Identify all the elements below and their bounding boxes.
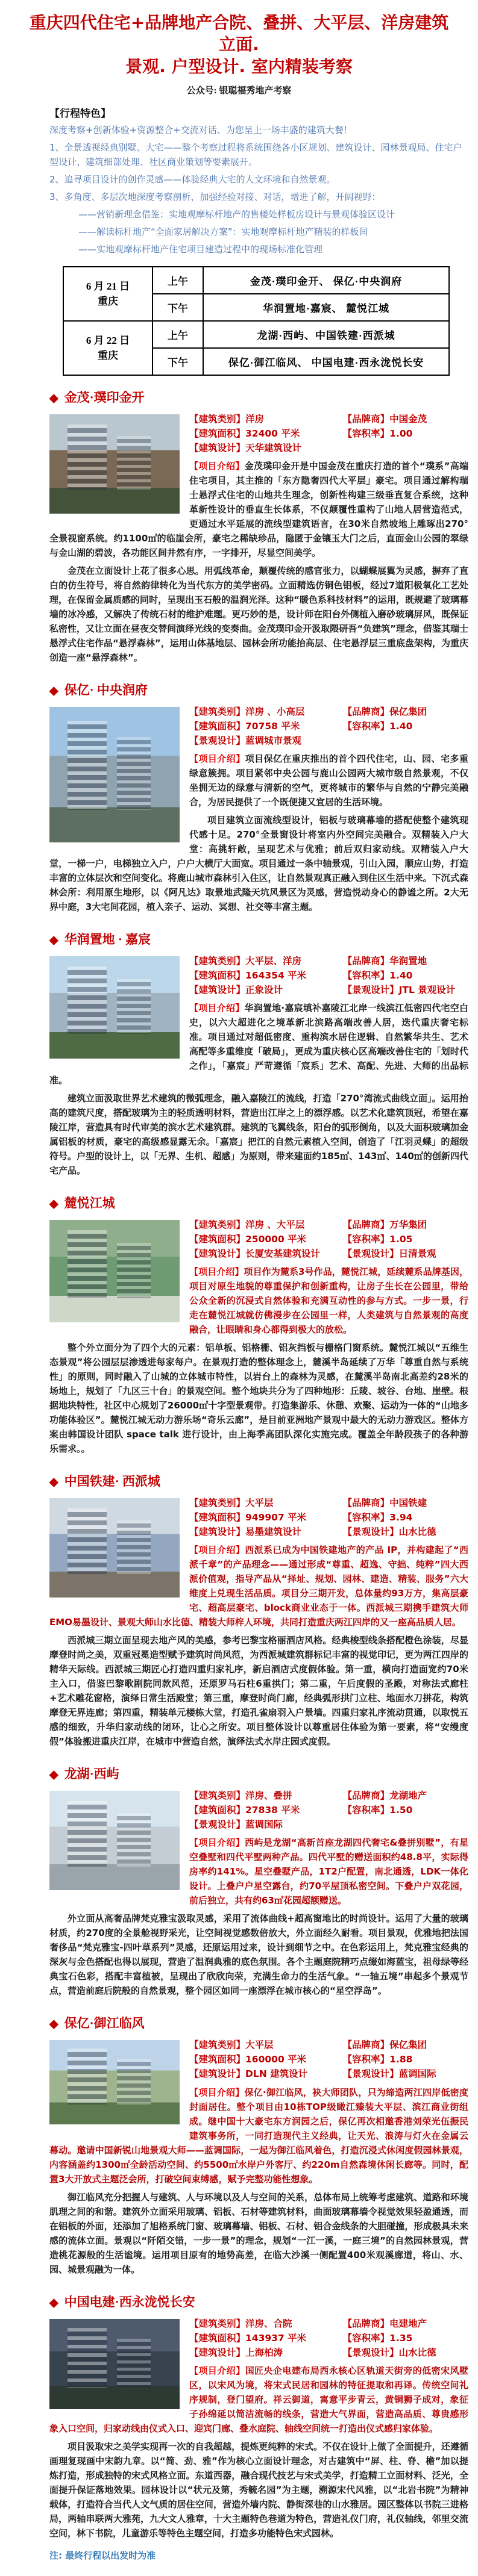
schedule-slot: 上午	[153, 321, 203, 348]
spec-label: 【品牌商】	[342, 2039, 390, 2051]
schedule-date-cell	[63, 321, 153, 375]
spec-value: 正象设计	[245, 985, 283, 996]
spec-row	[189, 1510, 468, 1525]
spec-row	[189, 954, 468, 968]
paragraph-text: 项目建筑立面流线型设计，铝板与玻璃幕墙的搭配使整个建筑现代感十足。270°全景窗设计将室内外空间完美融合。双精装入户大堂：高挑轩敞，呈现艺术与优雅；前后双归家动线。双精装入户大堂，一梯一户，电梯独立入户，户户大横厅大面宽。项目通过一条中轴景观，引山入园，顺应山势，打造丰富的立体层次和空间变化。将鹿山城市森林引入住区，让自然景观真正融入到住区生活中来。下沉式森林会所：利用原生地形，以《阿凡达》取景地武隆天坑风景区为灵感，营造悦动身心的静谧之所。2大无界中庭，3大宅间花园，植入亲子、运动、冥想、社交等丰富主题。	[49, 815, 468, 913]
paragraph-text: 建筑立面汲取世界艺术建筑的微弧理念，融入嘉陵江的流线，打造「270°湾流式曲线立面」。运用抬高的建筑尺度，搭配玻璃为主的轻质透明材料，营造出江岸之上的漂浮感。以艺术化建筑顶冠，希望在嘉陵江岸，营造具有时代审美的滨水艺术建筑群。建筑的飞翼线条，阳台的弧形倒角，以及大面积玻璃加金属铝板的材质，豪宅的高级感显露无余。「嘉宸」把江的自然元素植入空间，创造了「江羽灵蝶」的超级符号。户型的设计上，以「无界、生机、超感」为原则，带来建面约185㎡、143㎡、140㎡的创新四代宅产品。	[49, 1093, 468, 1177]
project-paragraph	[49, 2190, 468, 2277]
spec-value: 1.00	[389, 428, 413, 440]
diamond-icon: ◆	[49, 685, 58, 698]
project-body	[49, 2316, 468, 2544]
project-photo	[49, 414, 180, 514]
spec-row	[189, 2052, 468, 2067]
spec-value: 洋房	[245, 414, 265, 425]
paragraph-text: 西派城三期立面呈现去地产风的美感，参考巴黎宝格丽酒店风格。经典梭型线条搭配橙色涂装，尽显摩登时尚之美，双重冠冕造型赋予建筑时尚风范，为西派城建筑群标记丰富的视觉印记，更为两江四岸的精华天际线。西派城三期匠心打造四重归家礼序，新启酒店式度假体验。第一重，横向打造面宽约70米主入口，借鉴巴黎歌剧院同款风范，还原罗马石柱6重拱门；第二重，午后度假的圣殿，对称法式廊柱+艺术雕花窗格，演绎日常生活殿堂；第三重，摩登时尚门廊，经典弧形拱门立柱、地面水刀拼花，构筑摩登无界连廊；第四重，精装单元楼栋大堂，打造孔雀扇羽入户景墙。四重归家礼序流动贯通，以取悦五感的细致，升华归家动线的闭环，让心之所安。项目整体设计以尊重居住体验为第一要素，将“安缦度假”体验搬进重庆江岸，在城市中营造自然，演绎法式水岸庄园式度假。	[49, 1635, 468, 1747]
spec-label: 【建筑设计】	[189, 2068, 246, 2080]
spec-label: 【容积率】	[342, 428, 390, 440]
spec-item	[189, 733, 301, 748]
project-heading	[49, 1472, 468, 1490]
project-body	[49, 1218, 468, 1460]
project-photo	[49, 2040, 180, 2124]
spec-value: 250000 平米	[245, 1234, 307, 1245]
project-photo	[49, 707, 180, 842]
diamond-icon: ◆	[49, 2296, 58, 2309]
spec-value: 大平层	[245, 1498, 274, 1509]
spec-value: 27838 平米	[245, 1805, 300, 1816]
spec-item	[189, 412, 343, 426]
features-subitem: ——营销新理念借鉴：实地观摩标杆地产的售楼处样板房设计与景观体验区设计	[78, 209, 395, 220]
spec-row	[189, 2067, 468, 2081]
spec-value: 32400 平米	[245, 428, 300, 440]
spec-item	[343, 1788, 427, 1803]
spec-value: 1.50	[389, 1805, 413, 1816]
spec-label: 【品牌商】	[342, 956, 390, 967]
project-body	[49, 705, 468, 918]
spec-label: 【容积率】	[342, 721, 390, 732]
project-body	[49, 1496, 468, 1752]
spec-label: 【景观设计】	[342, 2068, 399, 2080]
spec-label: 【建筑类别】	[189, 956, 246, 967]
spec-row	[189, 2316, 468, 2331]
project-body	[49, 412, 468, 668]
schedule-destinations: 金茂·璞印金开、 保亿·中央润府	[203, 267, 449, 294]
paragraph-text: 金茂璞印金开是中国金茂在重庆打造的首个“璞系”高端住宅项目，其主推的「东方隐奢四代大平层」豪宅。项目通过解构瑞士悬浮式住宅的山地共生理念，创新性构建三级垂直复合系统，这种革新性设计的垂直生长体系，不仅颠覆性重构了山地人居营造范式，更通过水平延展的流线型建筑语言，在30米自然坡地上雕琢出270°全景视窗系统。约1100㎡的临崖会所，豪宅之稀缺珍品，隐匿于金镶玉大门之后，直面金山公园的翠绿与金山湖的碧波，各功能区间井然有序，一字排开，尽显空间美学。	[49, 461, 468, 559]
spec-value: 大平层、洋房	[245, 956, 302, 967]
spec-label: 【品牌商】	[342, 1790, 390, 1802]
spec-value: 蓝调国际	[245, 1819, 283, 1831]
features-item: 2、追寻项目设计的创作灵感——体验经典大宅的人文环境和自然景观。	[49, 174, 336, 185]
project-intro-label: 【项目介绍】	[189, 2086, 245, 2098]
diamond-icon: ◆	[49, 2018, 58, 2031]
project-title: 保亿·御江临风	[64, 2016, 145, 2031]
project-heading	[49, 1193, 468, 1212]
spec-label: 【建筑类别】	[189, 1790, 246, 1802]
spec-label: 【品牌商】	[342, 706, 390, 718]
page-title	[24, 12, 454, 78]
spec-label: 【建筑类别】	[189, 2039, 246, 2051]
spec-item	[189, 705, 343, 719]
project-paragraph	[49, 1633, 468, 1749]
spec-label: 【景观设计】	[189, 735, 246, 747]
spec-item	[189, 2067, 343, 2081]
project-intro-label: 【项目介绍】	[189, 1545, 245, 1556]
project-paragraph	[49, 564, 468, 665]
spec-item	[189, 1803, 343, 1817]
official-account-line: 公众号: 银聪福秀地产考察	[186, 86, 292, 96]
spec-label: 【建筑设计】	[189, 1526, 246, 1538]
paragraph-text: 国匠央企电建布局西永核心区轨道天街旁的低密宋风墅区，以宋风为境，将宋式民居和园林的特征提取和再译。传统空间礼序规制，登门望府。祥云御道，寓意平步青云，黄铜狮子成对，象征子孙绵延以简洁流畅的线条，营造大气界面，营造高品质、尊贵感形象入口空间，归家动线由仪式入口、迎宾门廊、叠水庭院、轴线空间统一打造出仪式感归家体验。	[49, 2365, 468, 2434]
spec-value: 万华集团	[389, 1219, 427, 1231]
project-intro-label: 【项目介绍】	[189, 461, 245, 472]
spec-item	[343, 2331, 413, 2345]
spec-item	[189, 954, 343, 968]
spec-item	[189, 426, 343, 441]
project-body	[49, 1788, 468, 2002]
schedule-city: 重庆	[98, 350, 118, 362]
paragraph-text: 外立面从高奢品牌梵克雅宝汲取灵感，采用了流体曲线+超高窗地比的时尚设计。运用了大量的玻璃材质，约270度的全景舱视野采光，让空间视觉感数倍放大，外立面经久耐看。项目景观，优雅地把法国奢侈品“梵克雅宝-四叶草系列”灵感，还原运用过来，设计到细节之中。在色彩运用上，梵克雅宝经典的深灰与金色搭配也得以展现，营造了温润典雅的底色氛围。各个主题庭院精巧点缀如海蓝宝，祖母绿等经典宝石色彩，搭配丰富植被，呈现出了欣欣向荣，充满生命力的生活气象。“一轴五境”串起多个景观节点，营造前庭后院般的自然景观，整个园区如同一座漂浮在城市核心的“星空浮岛”。	[49, 1913, 468, 1997]
project-heading	[49, 930, 468, 948]
features-subitem: ——实地观摩标杆地产住宅项目建造过程中的现场标准化管理	[78, 244, 323, 255]
spec-value: 日清景观	[398, 1248, 436, 1260]
spec-label: 【景观设计】	[189, 1819, 246, 1831]
schedule-table	[63, 266, 450, 376]
spec-value: 洋房 、小高层	[245, 706, 305, 718]
paragraph-text: 保亿·御江临风，袂大师团队，只为缔造两江四岸低密度封面居住。整个项目由10栋TOP级瞰江臻装大平层、滨江商业街组成。继中国十大豪宅东方润园之后，保亿再次相邀香港刘荣光伍振民建筑事务所，一同打造现代主义经典，让天光、浪涛与灯火在金属云幕动。邀请中国新锐山地景观大师——蓝调国际，一起为御江临风着色，打造沉浸式休闲度假园林景观，内容涵盖约1300㎡全龄活动空间、约5500㎡水岸户外客厅、约220m自然森境休闲长廊等。同时，配置3大开放式主题泛会所，打破空间束缚感，赋予完整功能性想象。	[49, 2086, 468, 2185]
spec-row	[189, 719, 468, 733]
spec-value: 蓝调城市景观	[245, 735, 302, 747]
project-title: 保亿· 中央润府	[64, 683, 148, 698]
project-intro-label: 【项目介绍】	[189, 1266, 244, 1278]
schedule-date: 6 月 21 日	[86, 280, 130, 292]
spec-item	[189, 1218, 343, 1232]
spec-label: 【建筑设计】	[189, 985, 246, 996]
spec-item	[189, 2345, 343, 2360]
spec-label: 【建筑面积】	[189, 970, 246, 982]
spec-row	[189, 1803, 468, 1817]
spec-label: 【容积率】	[342, 1234, 390, 1245]
spec-item	[343, 2067, 436, 2081]
spec-label: 【建筑设计】	[189, 443, 246, 454]
spec-value: 长厦安基建筑设计	[245, 1248, 321, 1260]
features-item: 1、全景透视经典别墅、大宅——整个考察过程将系统围绕各小区规划、建筑设计、园林景观局、住宅户型设计、建筑细部处理、社区商业策划等要素展开。	[49, 142, 462, 168]
spec-item	[343, 1496, 427, 1510]
spec-item	[343, 1246, 436, 1261]
spec-value: 蓝调国际	[398, 2068, 436, 2080]
spec-label: 【建筑面积】	[189, 428, 246, 440]
diamond-icon: ◆	[49, 1476, 58, 1489]
schedule-date: 6 月 22 日	[86, 334, 130, 346]
spec-item	[189, 1788, 343, 1803]
spec-value: 1.40	[389, 721, 413, 732]
spec-label: 【建筑设计】	[189, 1248, 246, 1260]
spec-value: 3.94	[389, 1512, 413, 1523]
spec-item	[189, 983, 343, 997]
project-photo	[49, 1498, 180, 1598]
spec-value: 电建地产	[389, 2318, 427, 2329]
spec-item	[343, 1232, 413, 1246]
spec-row	[189, 441, 468, 455]
project-photo	[49, 2319, 180, 2409]
project-title: 龙湖·西屿	[64, 1767, 119, 1782]
spec-value: 上海柏涛	[245, 2347, 283, 2358]
spec-row	[189, 426, 468, 441]
paragraph-text: 西派系已成为中国铁建地产的产品 IP，并构建起了“西派千章”的产品理念——通过形成“尊重、超逸、守拙、纯粹”四大西派价值观，指导产品从“择址、规划、园林、建造、精装、服务”六大维度上兑现生活品质。项目分三期开发，总体量约93万方，集高层豪宅、超高层豪宅、block商业业态于一体。西派城三期携手建筑大师EMO易墨设计、景观大师山水比德、精装大师梓人环境，共同打造重庆两江四岸的又一座高品质人居。	[49, 1545, 468, 1628]
spec-item	[189, 719, 343, 733]
spec-item	[343, 1803, 413, 1817]
project-section	[49, 1193, 468, 1460]
project-paragraph	[49, 2439, 468, 2540]
spec-label: 【景观设计】	[342, 1248, 399, 1260]
spec-item	[343, 954, 427, 968]
project-title: 金茂·璞印金开	[64, 390, 145, 405]
spec-label: 【建筑类别】	[189, 1498, 246, 1509]
project-intro-label: 【项目介绍】	[189, 753, 245, 765]
spec-item	[343, 1510, 413, 1525]
spec-item	[189, 1510, 343, 1525]
spec-item	[343, 2316, 427, 2331]
project-section	[49, 930, 468, 1181]
spec-label: 【品牌商】	[342, 414, 390, 425]
project-heading	[49, 2292, 468, 2310]
spec-value: 949907 平米	[245, 1512, 307, 1523]
schedule-row	[63, 321, 449, 348]
project-heading	[49, 2014, 468, 2032]
spec-item	[343, 2345, 436, 2360]
spec-row	[189, 1817, 468, 1832]
spec-item	[189, 1232, 343, 1246]
spec-item	[189, 1246, 343, 1261]
spec-row	[189, 412, 468, 426]
project-section	[49, 1472, 468, 1752]
spec-label: 【品牌商】	[342, 2318, 390, 2329]
project-section	[49, 680, 468, 918]
spec-value: 保亿集团	[389, 2039, 427, 2051]
paragraph-text: 金茂在立面设计上花了很多心思。用弧线革命，颠覆传统的感官张力，以蝴蝶展翼为灵感，摒弃了直白的仿生符号，将自然韵律转化为当代东方的美学密码。立面精选仿铜色铝板，经过7道阳极氧化工艺处理，在保留金属质感的同时，呈现出玉石般的温润光泽。这种“暖色系科技材料”的运用，既规避了玻璃幕墙的冰冷感，又解决了传统石材的维护难题。更巧妙的是，设计师在阳台外侧植入磨砂玻璃屏风，既保证私密性，又让立面在昼夜交替间演绎光线的变奏曲。金茂璞印金开汲取隈研吾“负建筑”理念，借鉴其瑞士悬浮式住宅作品“悬浮森林”，运用山体基地层、园林会所功能抬高层、住宅悬浮层三重底盘架构，为重庆创造一座“悬浮森林”。	[49, 565, 468, 664]
spec-value: 中国金茂	[389, 414, 427, 425]
footnote: 注: 最终行程以出发时为准	[49, 2550, 156, 2561]
schedule-slot: 上午	[153, 267, 203, 294]
project-heading	[49, 1764, 468, 1782]
spec-value: DLN 建筑设计	[245, 2068, 308, 2080]
project-heading	[49, 388, 468, 406]
project-intro-label: 【项目介绍】	[189, 1837, 245, 1849]
schedule-slot: 下午	[153, 348, 203, 375]
spec-value: 天华建筑设计	[245, 443, 302, 454]
spec-value: JTL 景观设计	[398, 985, 456, 996]
spec-label: 【景观设计】	[342, 2347, 399, 2358]
spec-item	[343, 983, 456, 997]
spec-item	[189, 968, 343, 983]
paragraph-text: 项目汲取宋之美学实现再一次的自我超越，提炼更纯粹的宋式。不仅在设计上做了全面提升，还遵循画理复现画中宋韵九章。以“简、劲、雅”作为核心立面设计理念，对古建筑中“屏、柱、脊、檐”加以提炼打造，形成独特的宋式风格立面。东道西器，融合现代技艺与宋式美学，打造精工立面材料、泛光，全面提升保证落地效果。园林设计以“状元及第，秀毓名园”为主题，溯源宋代风雅，以“北岩书院”为精神载体，打造符合当代人文气质的居住空间，营造外墙内院、静街深巷的山水雅居。园区整体以书院三进格局，两轴串联两大雅苑，九大文人雅章，十大主题特色巷道为特色，营造礼仪门府，礼仪轴线，邻里交流空间，林下书院，儿童游乐等特色主题空间，打造多功能特色宋式园林。	[49, 2441, 468, 2539]
spec-row	[189, 733, 468, 748]
spec-item	[343, 2052, 413, 2067]
schedule-city: 重庆	[98, 296, 118, 308]
diamond-icon: ◆	[49, 1198, 58, 1211]
project-section	[49, 388, 468, 668]
spec-row	[189, 1246, 468, 1261]
spec-item	[343, 1218, 427, 1232]
spec-value: 中国铁建	[389, 1498, 427, 1509]
paragraph-text: 华润置地·嘉宸填补嘉陵江北岸一线滨江低密四代宅空白史，以六大超进化之境革新北滨路高端改善人居，迭代重庆奢宅标准。项目通过对超低密度、重构滨水居住逻辑、自然繁华共生、艺术高配等多重维度「破局」，更成为重庆核心区高端改善住宅的「划时代之作」，「嘉宸」严苛遵循「宸系」艺术、高配、先进、大师的出品标准。	[49, 1003, 468, 1086]
spec-value: 易墨建筑设计	[245, 1526, 302, 1538]
schedule-destinations: 龙湖·西屿、中国铁建·西派城	[203, 321, 449, 348]
project-section	[49, 2014, 468, 2280]
spec-label: 【容积率】	[342, 1512, 390, 1523]
features-subitem: ——解读标杆地产“全面家居解决方案”：实地观摩标杆地产精装的样板间	[78, 226, 368, 238]
spec-value: 山水比德	[398, 2347, 436, 2358]
spec-value: 1.88	[389, 2054, 413, 2065]
spec-row	[189, 1496, 468, 1510]
features-item: 3、多角度、多层次地深度考察剖析，加强经验对接、对话，增进了解，开阔视野：	[49, 191, 381, 203]
project-paragraph	[49, 1091, 468, 1178]
spec-label: 【建筑面积】	[189, 1805, 246, 1816]
spec-item	[343, 426, 413, 441]
spec-label: 【建筑类别】	[189, 706, 246, 718]
project-photo	[49, 1220, 180, 1322]
spec-item	[189, 2038, 343, 2052]
spec-label: 【建筑面积】	[189, 1234, 246, 1245]
spec-label: 【建筑面积】	[189, 1512, 246, 1523]
spec-value: 华润置地	[389, 956, 427, 967]
project-section	[49, 1764, 468, 2002]
projects	[49, 388, 468, 2543]
spec-value: 山水比德	[398, 1526, 436, 1538]
spec-label: 【容积率】	[342, 2054, 390, 2065]
spec-value: 洋房、叠拼	[245, 1790, 292, 1802]
diamond-icon: ◆	[49, 1769, 58, 1782]
spec-label: 【景观设计】	[342, 1526, 399, 1538]
paragraph-text: 整个外立面分为了四个大的元素：铝单板、铝格栅、铝灰挡板与栅格门窗系统。麓悦江城以“五维生态景观”将公园层层渗透进每家每户。在景观打造的整体理念上，麓溪半岛延续了万华「尊重自然与系统性」的原则，同时融入了山城的立体城市特性，以岩台上的森林为灵感，在麓溪半岛南北高差约28米的场地上，规划了「九区三十台」的景观空间。整个地块共分为了四种地形：丘陵、坡谷、台地、崖壁。根据地块特性，社区中心规划了26000㎡十字型景观带。打造集游乐、休憩、欢聚、运动为一体的“山地多功能体验区”。麓悦江城无动力游乐场“奇乐云廊”，是目前亚洲地产景观中最大的无动力游戏区。整体方案由韩国设计团队 space talk 进行设计，由上海季高团队深化实施完成。覆盖全年龄段孩子的各种游乐需求。。	[49, 1342, 468, 1455]
spec-item	[343, 1525, 436, 1539]
spec-label: 【建筑类别】	[189, 1219, 246, 1231]
document-content	[6, 105, 472, 2561]
spec-item	[189, 2331, 343, 2345]
project-title: 麓悦江城	[64, 1196, 115, 1211]
project-section	[49, 2292, 468, 2544]
spec-row	[189, 2331, 468, 2345]
schedule-slot: 下午	[153, 294, 203, 321]
spec-label: 【品牌商】	[342, 1498, 390, 1509]
spec-label: 【容积率】	[342, 970, 390, 982]
spec-item	[189, 1525, 343, 1539]
spec-row	[189, 1232, 468, 1246]
spec-value: 1.35	[389, 2332, 413, 2344]
project-body	[49, 2038, 468, 2280]
spec-value: 143937 平米	[245, 2332, 307, 2344]
project-intro-label: 【项目介绍】	[189, 1003, 245, 1014]
schedule-date-cell	[63, 267, 153, 321]
schedule-destinations: 华润置地·嘉宸、 麓悦江城	[203, 294, 449, 321]
spec-label: 【景观设计】	[342, 985, 399, 996]
spec-row	[189, 983, 468, 997]
diamond-icon: ◆	[49, 392, 58, 405]
spec-value: 70758 平米	[245, 721, 300, 732]
project-title: 华润置地 · 嘉宸	[64, 932, 151, 947]
spec-item	[343, 412, 427, 426]
spec-label: 【建筑类别】	[189, 414, 246, 425]
paragraph-text: 西屿是龙湖“高新首座龙湖四代奢宅&叠拼别墅”，有星空叠墅和四代平墅两种产品。四代平墅的赠送面积约48.8平，实际得房率约141%。星空叠墅产品，1T2户配置，南北通透，LDK一体化设计。上叠户户星空露台，约70平屋顶私密空间。下叠户户双花园，前后独立，共有约63㎡花园超额赠送。	[189, 1837, 468, 1906]
project-intro-label: 【项目介绍】	[189, 2365, 245, 2376]
spec-value: 洋房、合院	[245, 2318, 292, 2329]
project-heading	[49, 680, 468, 698]
spec-row	[189, 705, 468, 719]
diamond-icon: ◆	[49, 934, 58, 947]
spec-value: 保亿集团	[389, 706, 427, 718]
schedule-destinations: 保亿·御江临风、 中国电建·西永泷悦长安	[203, 348, 449, 375]
spec-label: 【建筑面积】	[189, 2332, 246, 2344]
spec-value: 160000 平米	[245, 2054, 307, 2065]
spec-value: 1.40	[389, 970, 413, 982]
spec-item	[189, 1817, 283, 1832]
paragraph-text: 项目作为麓系3号作品，麓悦江城，延续麓系品牌基因，项目对原生地貌的尊重保护和创新重构，让房子生长在公园里，带给公众全新的沉浸式自然体验和充满互动性的参与方式。一步一景，行走在麓悦江城就仿佛漫步在公园里一样，人类建筑与自然景观的高度融合，让眼睛和身心都得到极大的放松。	[189, 1266, 468, 1336]
project-paragraph	[49, 1340, 468, 1456]
project-title: 中国电建·西永泷悦长安	[64, 2294, 195, 2309]
spec-item	[343, 968, 413, 983]
spec-value: 164354 平米	[245, 970, 307, 982]
features-heading: 【行程特色】	[49, 108, 111, 120]
spec-row	[189, 1788, 468, 1803]
spec-label: 【建筑设计】	[189, 2347, 246, 2358]
project-paragraph	[49, 1911, 468, 1998]
spec-row	[189, 1218, 468, 1232]
spec-item	[189, 2052, 343, 2067]
spec-label: 【容积率】	[342, 1805, 390, 1816]
spec-value: 1.05	[389, 1234, 413, 1245]
schedule-row	[63, 267, 449, 294]
spec-value: 大平层	[245, 2039, 274, 2051]
spec-value: 洋房 、大平层	[245, 1219, 305, 1231]
spec-item	[343, 2038, 427, 2052]
spec-row	[189, 2038, 468, 2052]
spec-row	[189, 968, 468, 983]
spec-label: 【建筑面积】	[189, 721, 246, 732]
spec-label: 【建筑面积】	[189, 2054, 246, 2065]
project-photo	[49, 1791, 180, 1890]
paragraph-text: 项目保亿在重庆推出的首个四代住宅，山、园、宅多重绿意簇拥。项目紧邻中央公园与鹿山公园两大城市级自然景观，不仅坐拥无边的绿意与清新的空气，更将城市的繁华与自然的宁静完美融合，为居民提供了一个既便捷又宜居的生活环境。	[189, 753, 468, 808]
features-lead: 深度考察+创新体验+资源整合+交流对话、为您呈上一场丰盛的建筑大餐！	[49, 125, 353, 136]
project-photo	[49, 956, 180, 1059]
project-title: 中国铁建· 西派城	[64, 1474, 160, 1489]
spec-row	[189, 1525, 468, 1539]
page-title-line1: 重庆四代住宅+品牌地产合院、叠拼、大平层、洋房建筑立面.	[29, 13, 449, 55]
spec-row	[189, 2345, 468, 2360]
spec-label: 【品牌商】	[342, 1219, 390, 1231]
spec-item	[343, 705, 427, 719]
spec-item	[189, 2316, 343, 2331]
page-title-line2: 景观. 户型设计. 室内精装考察	[125, 56, 353, 76]
paragraph-text: 御江临风充分把握人与建筑、人与环境以及人与空间的关系，总体布局上统筹考虑建筑、道路和环境肌理之间的和谐。建筑外立面采用玻璃、铝板、石材等建筑材料，曲面玻璃幕墙令视觉效果轻盈通透，而在铝板的外面，还添加了旭格系统门窗、玻璃幕墙、铝板、石材、铝合金线条的大胆碰撞，形成极具未来感的流体立面。景观以“阡陌交错，一步一景”的理念，规划“一江一溪，一庭三境”的自然园林景观，营造桃花源般的生活谧境。运用项目原有的地势高差，在临大沙溪一侧配置400米观溪廊道，将山、水、园、城景观融为一体。	[49, 2191, 468, 2275]
spec-label: 【建筑类别】	[189, 2318, 246, 2329]
features-section	[49, 105, 468, 257]
spec-item	[189, 441, 301, 455]
project-body	[49, 954, 468, 1181]
spec-value: 龙湖地产	[389, 1790, 427, 1802]
spec-label: 【容积率】	[342, 2332, 390, 2344]
spec-item	[189, 1496, 343, 1510]
spec-item	[343, 719, 413, 733]
